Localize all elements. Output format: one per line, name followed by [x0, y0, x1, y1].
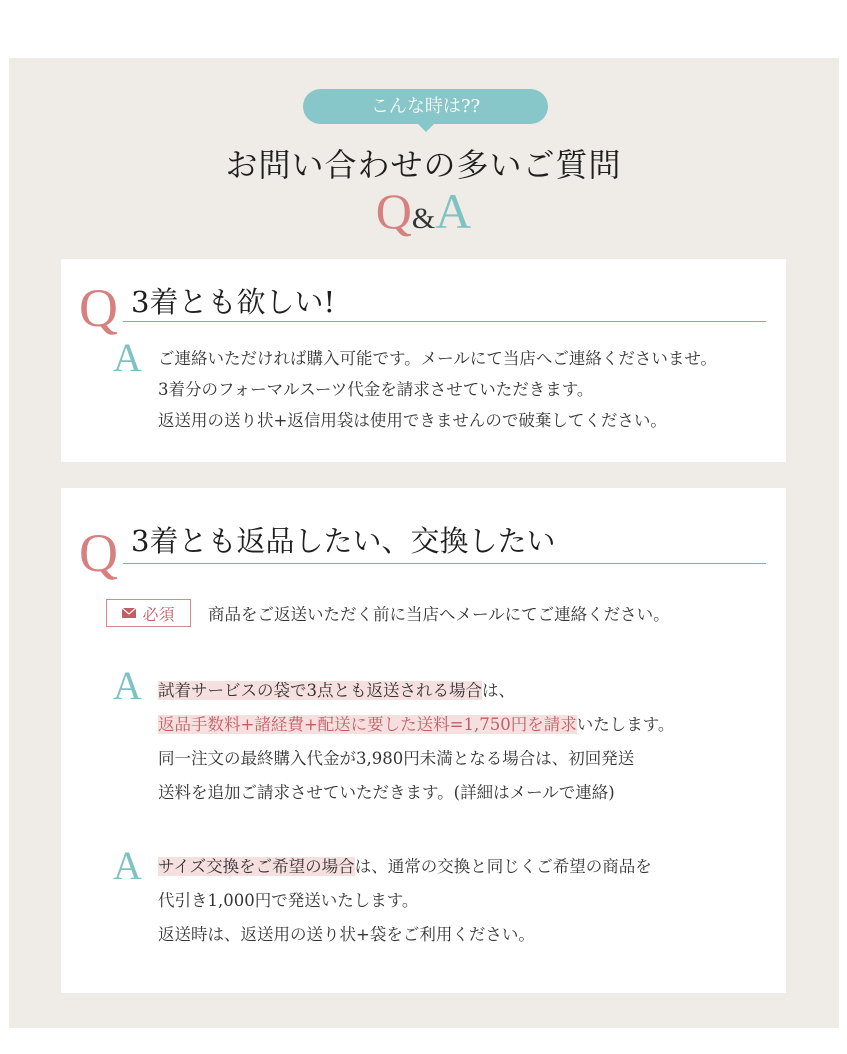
pill-pointer: [417, 123, 435, 132]
answer-line: 返送時は、返送用の送り状+袋をご利用ください。: [158, 925, 535, 944]
question-title: 3着とも欲しい!: [131, 285, 336, 319]
answer-line: 同一注文の最終購入代金が3,980円未満となる場合は、初回発送: [158, 749, 635, 768]
highlight-text: サイズ交換をご希望の場合: [158, 857, 355, 876]
answer-fragment: は、通常の交換と同じくご希望の商品を: [354, 857, 652, 876]
question-underline: [123, 563, 766, 564]
question-underline: [123, 321, 766, 322]
answer-text-2: [158, 850, 652, 952]
answer-mark-a: A: [113, 843, 142, 888]
answer-line: 代引き1,000円で発送いたします。: [158, 891, 419, 910]
answer-fragment: いたします。: [576, 715, 675, 734]
question-mark-q: Q: [79, 278, 118, 338]
highlight-text: 試着サービスの袋で3点とも返送される場合: [158, 681, 482, 700]
logo-ampersand: &: [411, 202, 436, 235]
required-badge: [106, 599, 191, 627]
answer-text-1: [158, 674, 674, 810]
answer-line: 送料を追加ご請求させていただきます。(詳細はメールで連絡): [158, 783, 615, 802]
answer-line: [158, 708, 674, 742]
answer-mark-a: A: [113, 663, 142, 708]
page-title: お問い合わせの多いご質問: [225, 146, 622, 184]
faq-card-1: [61, 259, 786, 462]
faq-card-2: [61, 488, 786, 993]
answer-fragment: は、: [482, 681, 515, 700]
answer-line: ご連絡いただければ購入可能です。メールにて当店へご連絡くださいませ。: [158, 349, 717, 368]
question-title: 3着とも返品したい、交換したい: [131, 524, 556, 558]
answer-line: [158, 674, 674, 708]
answer-line: [158, 850, 652, 884]
badge-label: 必須: [142, 604, 175, 624]
header-pill: こんな時は??: [303, 89, 548, 124]
answer-mark-a: A: [113, 335, 142, 380]
question-mark-q: Q: [79, 523, 118, 583]
answer-line: 返送用の送り状+返信用袋は使用できませんので破棄してください。: [158, 411, 667, 430]
highlight-fee-text: 返品手数料+諸経費+配送に要した送料=1,750円を請求: [158, 715, 577, 734]
answer-text: [158, 343, 717, 436]
envelope-icon: [122, 608, 136, 618]
qa-logo: [0, 182, 847, 240]
notice-text: 商品をご返送いただく前に当店へメールにてご連絡ください。: [208, 605, 670, 624]
answer-line: 3着分のフォーマルスーツ代金を請求させていただきます。: [158, 380, 594, 399]
logo-q: Q: [375, 183, 412, 239]
logo-a: A: [435, 183, 472, 239]
